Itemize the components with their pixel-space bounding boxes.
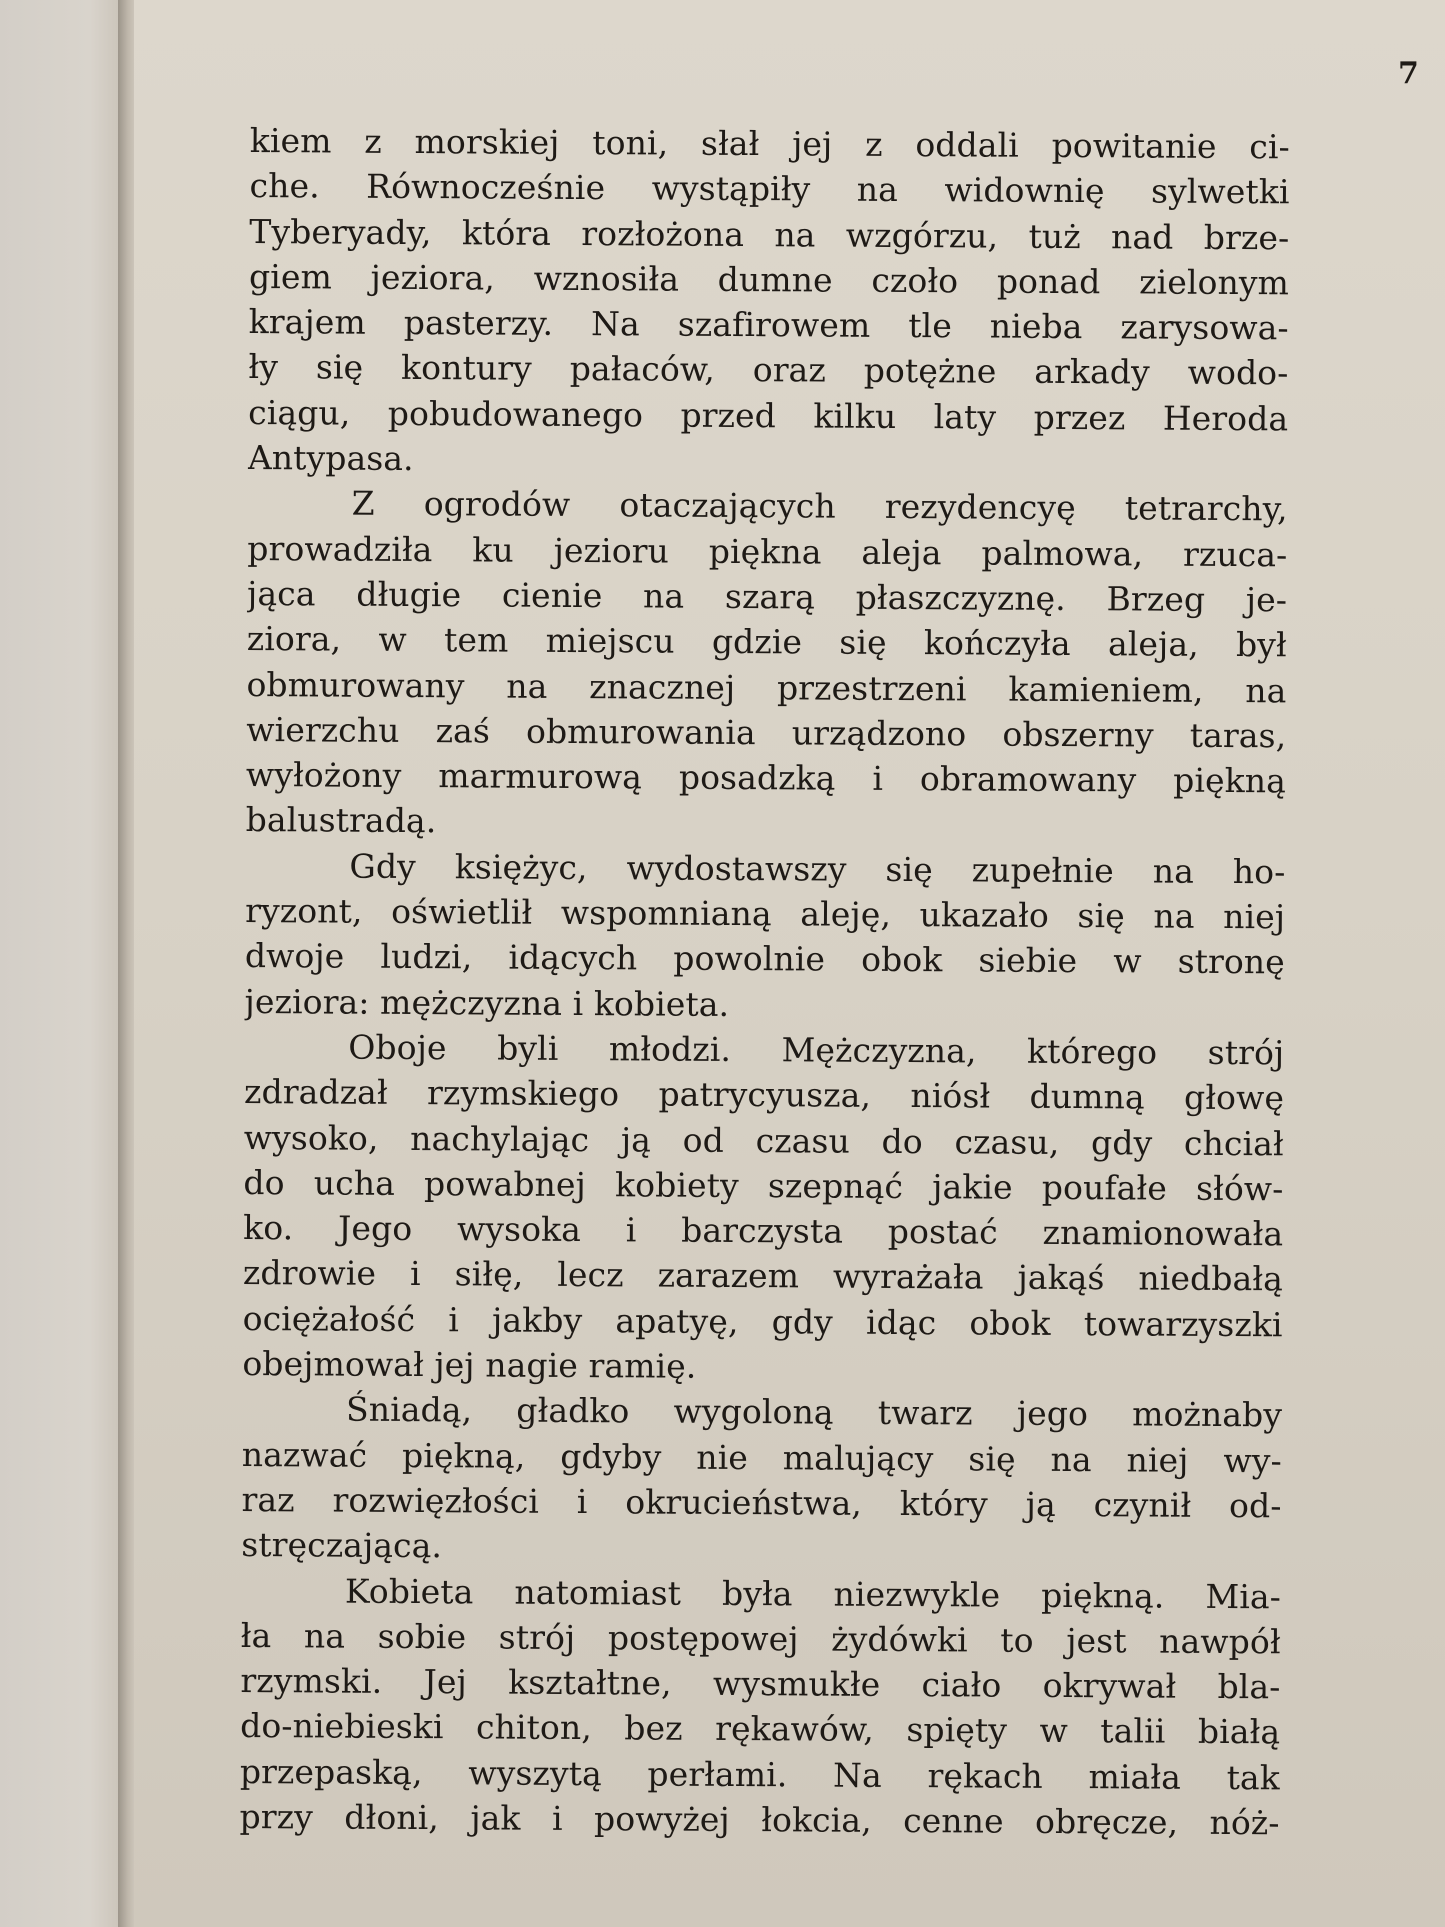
text-line: do-niebieski chiton, bez rękawów, spięty w talii białą (240, 1706, 1281, 1752)
text-line: nazwać piękną, gdyby nie malujący się na niej wy- (241, 1434, 1282, 1480)
text-line: ociężałość i jakby apatyę, gdy idąc obok towarzyszki (242, 1298, 1283, 1345)
text-line: raz rozwięzłości i okrucieństwa, który ją czynił od- (241, 1479, 1282, 1526)
text-line: jąca długie cienie na szarą płaszczyznę. Brzeg je- (246, 573, 1288, 620)
text-line: przy dłoni, jak i powyżej łokcia, cenne obręcze, nóż- (239, 1796, 1280, 1843)
text-line: ły się kontury pałaców, oraz potężne arkady wodo- (248, 347, 1289, 393)
page-text (239, 118, 1289, 1846)
text-line: che. Równocześnie wystąpiły na widownię sylwetki (249, 166, 1290, 212)
text-line: balustradą. (245, 800, 437, 841)
text-line: Oboje byli młodzi. Mężczyzna, którego strój (348, 1027, 1285, 1073)
text-line: Tyberyady, która rozłożona na wzgórzu, tuż nad brze- (249, 211, 1290, 257)
text-line: krajem pasterzy. Na szafirowem tle nieba zarysowa- (248, 302, 1289, 348)
text-line: Gdy księżyc, wydostawszy się zupełnie na ho- (349, 846, 1286, 892)
text-line: wysoko, nachylając ją od czasu do czasu, gdy chciał (243, 1117, 1284, 1163)
page-number: 7 (1398, 56, 1419, 91)
left-page-edge (0, 0, 128, 1927)
text-line: zdrowie i siłę, lecz zarazem wyrażała jakąś niedbałą (242, 1253, 1284, 1299)
text-line: Śniadą, gładko wygoloną twarz jego możnaby (345, 1389, 1283, 1435)
text-line: rzymski. Jej kształtne, wysmukłe ciało okrywał bla- (240, 1661, 1281, 1707)
text-line: kiem z morskiej toni, słał jej z oddali powitanie ci- (249, 120, 1290, 167)
text-line: stręczającą. (241, 1525, 443, 1566)
text-line: obejmował jej nagie ramię. (242, 1343, 697, 1386)
text-line: Kobieta natomiast była niezwykle piękną. Mia- (344, 1571, 1282, 1616)
text-line: przepaską, wyszytą perłami. Na rękach miała tak (239, 1751, 1281, 1798)
text-line: wyłożony marmurową posadzką i obramowany piękną (245, 755, 1287, 801)
text-line: obmurowany na znacznej przestrzeni kamieniem, na (246, 664, 1287, 710)
text-line: Z ogrodów otaczających rezydencyę tetrarchy, (351, 484, 1288, 529)
text-line: wierzchu zaś obmurowania urządzono obszerny taras, (246, 709, 1287, 756)
text-line: ła na sobie strój postępowej żydówki to jest nawpół (240, 1615, 1281, 1662)
text-line: prowadziła ku jezioru piękna aleja palmowa, rzuca- (247, 528, 1288, 575)
text-line: jeziora: mężczyzna i kobieta. (244, 981, 730, 1024)
text-line: ryzont, oświetlił wspomnianą aleję, ukazało się na niej (245, 891, 1286, 937)
text-line: dwoje ludzi, idących powolnie obok siebie w stronę (244, 936, 1285, 982)
text-line: ciągu, pobudowanego przed kilku laty przez Heroda (248, 392, 1289, 439)
text-line: ziora, w tem miejscu gdzie się kończyła aleja, był (246, 619, 1287, 665)
text-line: giem jeziora, wznosiła dumne czoło ponad zielonym (248, 256, 1290, 303)
text-line: zdradzał rzymskiego patrycyusza, niósł dumną głowę (243, 1072, 1285, 1118)
text-line: ko. Jego wysoka i barczysta postać znamionowała (243, 1208, 1284, 1254)
text-line: do ucha powabnej kobiety szepnąć jakie poufałe słów- (243, 1162, 1284, 1209)
text-line: Antypasa. (247, 438, 414, 479)
